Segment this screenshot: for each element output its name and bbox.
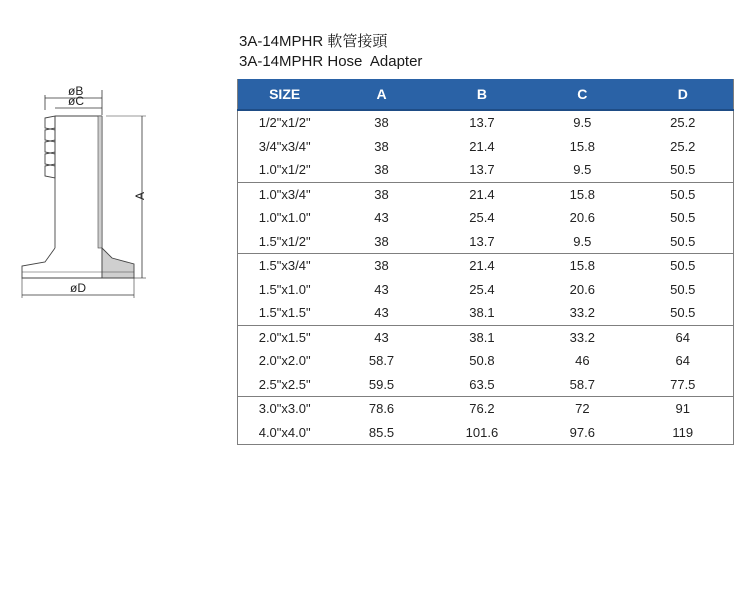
value-cell: 50.5 bbox=[670, 210, 696, 226]
table-row bbox=[238, 182, 734, 206]
value-cell: 50.5 bbox=[633, 254, 734, 278]
value-cell: 91 bbox=[633, 397, 734, 421]
col-size-header: SIZE bbox=[238, 79, 332, 110]
value-cell: 21.4 bbox=[469, 138, 495, 154]
value-cell: 21.4 bbox=[432, 182, 532, 206]
value-cell: 50.5 bbox=[670, 281, 696, 297]
value-cell: 63.5 bbox=[469, 376, 495, 392]
value-cell: 13.7 bbox=[469, 162, 495, 178]
table-row bbox=[238, 206, 734, 230]
dim-c-label: øC bbox=[68, 94, 84, 108]
title-english: 3A-14MPHR Hose Adapter bbox=[239, 53, 423, 70]
table-row bbox=[238, 421, 734, 445]
value-cell: 43 bbox=[374, 281, 389, 297]
value-cell: 50.5 bbox=[670, 305, 696, 321]
table-row bbox=[238, 158, 734, 182]
size-cell: 1.5"x1.5" bbox=[258, 305, 311, 321]
value-cell: 46 bbox=[575, 353, 590, 369]
value-cell: 33.2 bbox=[569, 305, 595, 321]
title-chinese: 3A-14MPHR 軟管接頭 bbox=[239, 33, 388, 50]
value-cell: 9.5 bbox=[573, 233, 592, 249]
col-a-header: A bbox=[331, 79, 431, 110]
value-cell: 50.5 bbox=[633, 182, 734, 206]
col-c-header: C bbox=[532, 79, 632, 110]
table-row bbox=[238, 278, 734, 302]
value-cell: 50.5 bbox=[670, 233, 696, 249]
value-cell: 21.4 bbox=[432, 254, 532, 278]
value-cell: 25.2 bbox=[633, 110, 734, 135]
value-cell: 97.6 bbox=[532, 421, 632, 445]
table-row bbox=[238, 349, 734, 373]
size-cell: 1.0"x3/4" bbox=[238, 182, 332, 206]
header-row bbox=[238, 79, 734, 110]
title-block bbox=[239, 32, 422, 72]
value-cell: 38 bbox=[374, 162, 389, 178]
value-cell: 13.7 bbox=[469, 233, 495, 249]
value-cell: 25.4 bbox=[469, 281, 495, 297]
value-cell: 9.5 bbox=[532, 110, 632, 135]
value-cell: 38 bbox=[331, 254, 431, 278]
hose-adapter-drawing bbox=[10, 80, 160, 310]
table-row bbox=[238, 135, 734, 159]
spec-table bbox=[237, 79, 734, 445]
value-cell: 101.6 bbox=[432, 421, 532, 445]
value-cell: 20.6 bbox=[569, 281, 595, 297]
value-cell: 43 bbox=[331, 325, 431, 349]
value-cell: 13.7 bbox=[432, 110, 532, 135]
value-cell: 59.5 bbox=[368, 376, 395, 392]
value-cell: 38.1 bbox=[469, 305, 495, 321]
value-cell: 38 bbox=[374, 233, 389, 249]
value-cell: 38 bbox=[331, 110, 431, 135]
value-cell: 72 bbox=[532, 397, 632, 421]
value-cell: 15.8 bbox=[569, 138, 595, 154]
size-cell: 2.0"x2.0" bbox=[258, 353, 311, 369]
table-row bbox=[238, 301, 734, 325]
value-cell: 38 bbox=[331, 182, 431, 206]
col-d-header: D bbox=[633, 79, 734, 110]
value-cell: 50.8 bbox=[469, 353, 495, 369]
value-cell: 58.7 bbox=[368, 353, 395, 369]
value-cell: 64 bbox=[633, 325, 734, 349]
spec-table-body bbox=[238, 110, 734, 445]
value-cell: 85.5 bbox=[331, 421, 431, 445]
value-cell: 58.7 bbox=[569, 376, 595, 392]
table-row bbox=[238, 254, 734, 278]
size-cell: 4.0"x4.0" bbox=[238, 421, 332, 445]
table-row bbox=[238, 397, 734, 421]
size-cell: 1/2"x1/2" bbox=[238, 110, 332, 135]
size-cell: 3.0"x3.0" bbox=[238, 397, 332, 421]
value-cell: 20.6 bbox=[569, 210, 595, 226]
value-cell: 77.5 bbox=[670, 376, 696, 392]
size-cell: 1.0"x1/2" bbox=[258, 162, 311, 178]
value-cell: 78.6 bbox=[331, 397, 431, 421]
value-cell: 119 bbox=[633, 421, 734, 445]
size-cell: 1.5"x3/4" bbox=[238, 254, 332, 278]
table-row bbox=[238, 110, 734, 135]
table-row bbox=[238, 325, 734, 349]
value-cell: 9.5 bbox=[573, 162, 592, 178]
value-cell: 15.8 bbox=[532, 182, 632, 206]
dim-b-label: øB bbox=[68, 84, 84, 98]
value-cell: 38 bbox=[374, 138, 389, 154]
value-cell: 43 bbox=[374, 305, 389, 321]
value-cell: 25.4 bbox=[469, 210, 495, 226]
size-cell: 2.0"x1.5" bbox=[238, 325, 332, 349]
value-cell: 15.8 bbox=[532, 254, 632, 278]
value-cell: 38.1 bbox=[432, 325, 532, 349]
value-cell: 64 bbox=[675, 353, 690, 369]
value-cell: 33.2 bbox=[532, 325, 632, 349]
dim-a-label: A bbox=[133, 191, 147, 200]
value-cell: 50.5 bbox=[670, 162, 696, 178]
value-cell: 43 bbox=[374, 210, 389, 226]
size-cell: 3/4"x3/4" bbox=[258, 138, 311, 154]
size-cell: 1.0"x1.0" bbox=[258, 210, 311, 226]
table-row bbox=[238, 373, 734, 397]
size-cell: 2.5"x2.5" bbox=[258, 376, 311, 392]
size-cell: 1.5"x1/2" bbox=[258, 233, 311, 249]
size-cell: 1.5"x1.0" bbox=[258, 281, 311, 297]
value-cell: 76.2 bbox=[432, 397, 532, 421]
value-cell: 25.2 bbox=[670, 138, 696, 154]
dim-d-label: øD bbox=[70, 281, 86, 295]
col-b-header: B bbox=[432, 79, 532, 110]
table-row bbox=[238, 230, 734, 254]
